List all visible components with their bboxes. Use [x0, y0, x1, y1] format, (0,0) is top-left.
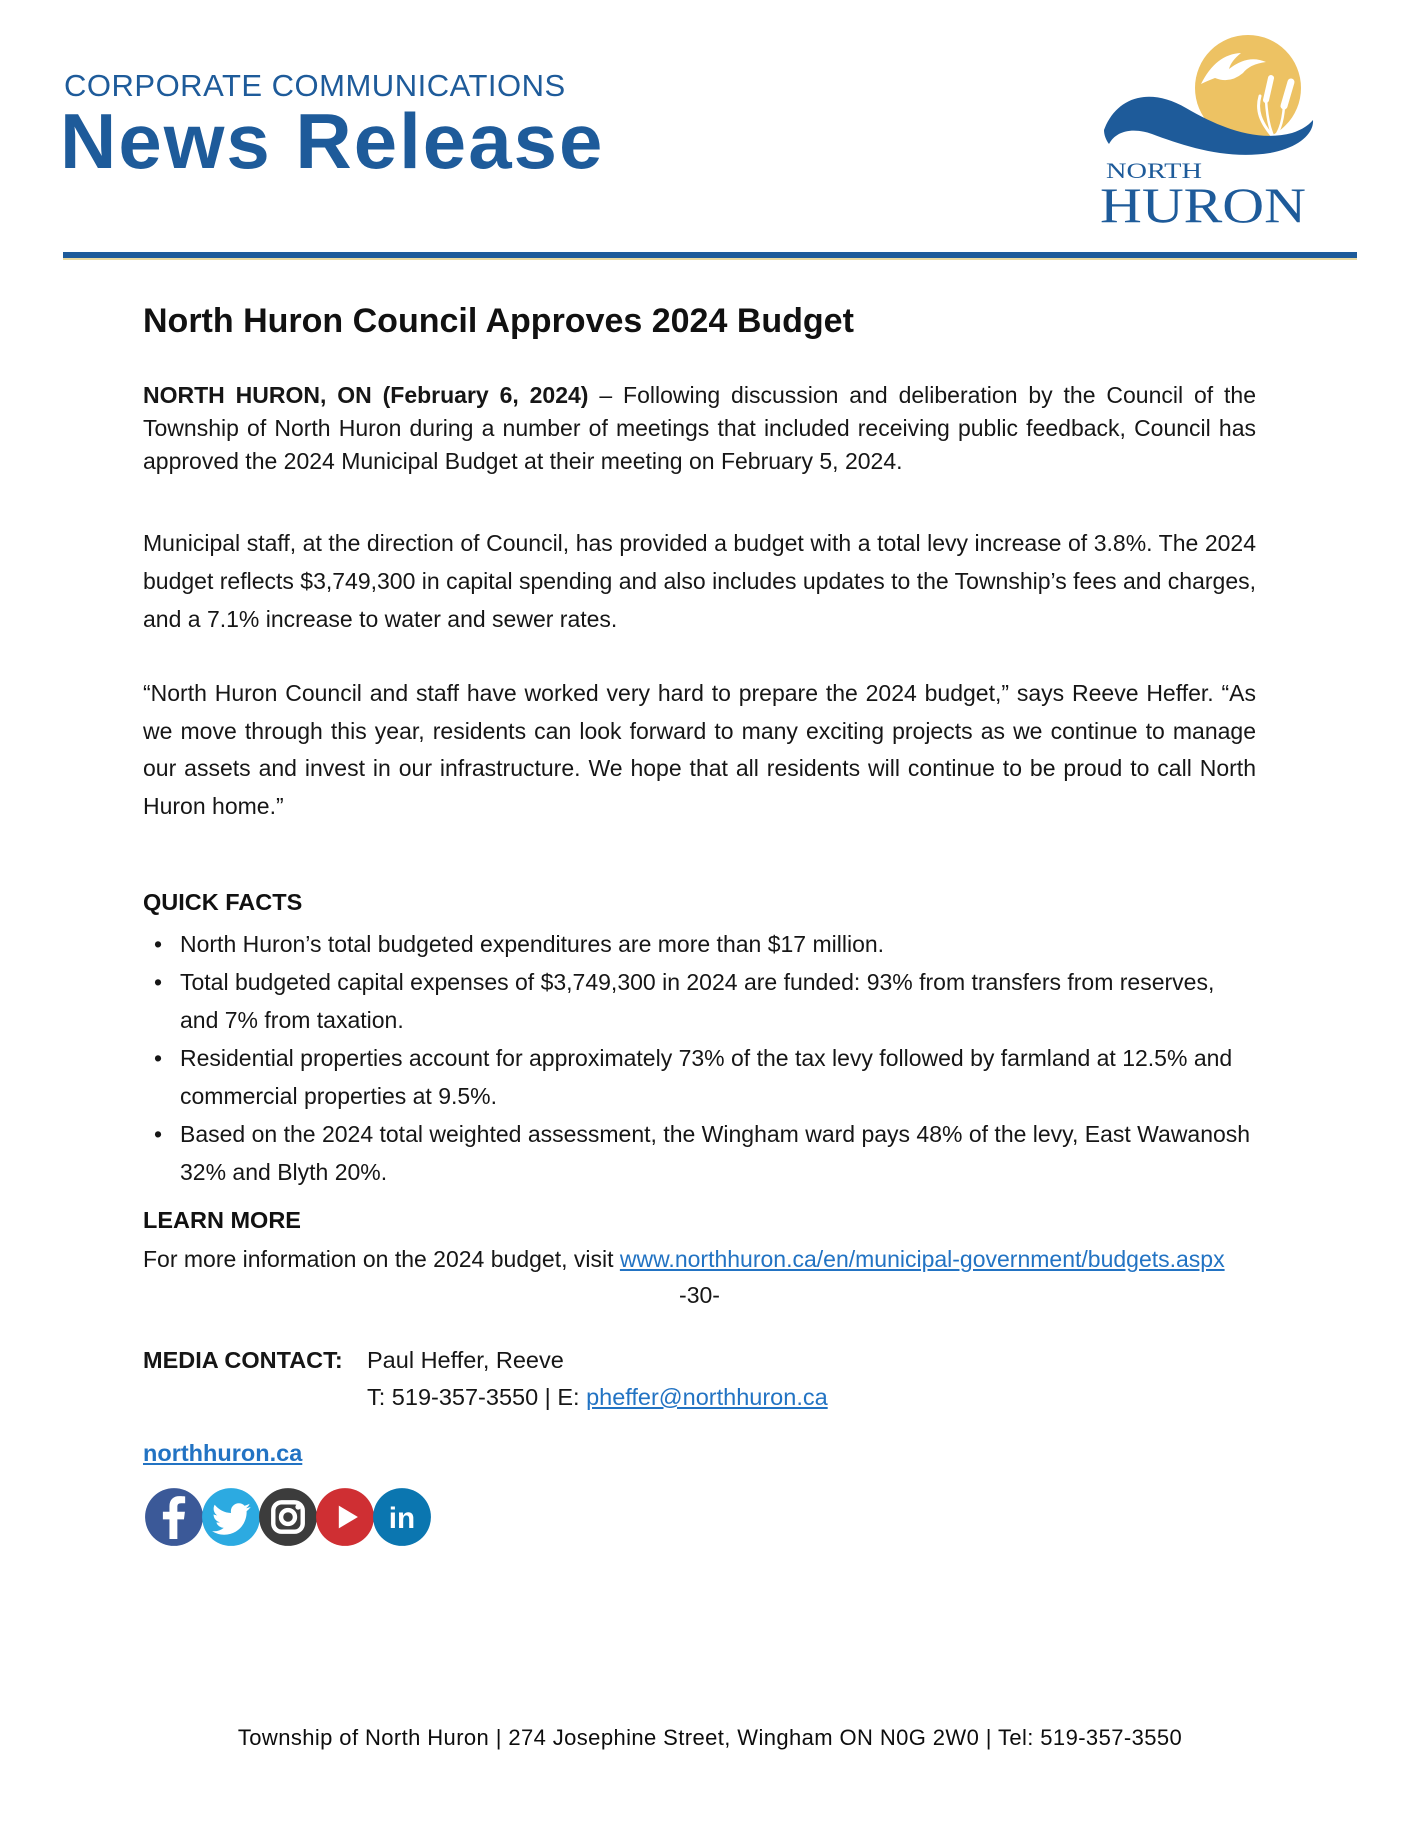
list-item: • Based on the 2024 total weighted assessment, the Wingham ward pays 48% of the levy, East Wawanosh 32% and Blyth 20%. — [180, 1115, 1256, 1191]
learn-more-paragraph — [143, 1240, 1256, 1278]
department-label: CORPORATE COMMUNICATIONS — [64, 68, 566, 103]
footer-address: Township of North Huron | 274 Josephine Street, Wingham ON N0G 2W0 | Tel: 519-357-3550 — [237, 1725, 1183, 1750]
contact-phone-email — [367, 1379, 828, 1416]
quick-facts-list — [143, 925, 1256, 1191]
learn-more-intro: For more information on the 2024 budget, visit — [143, 1246, 620, 1272]
facebook-icon[interactable] — [143, 1486, 205, 1548]
dateline-body: – Following discussion and deliberation by the Council of the Township of North Huron during a number of meetings that included receiving public feedback, Council has approved the 2024 Municipal Budget at their meeting on February 5, 2024. — [143, 382, 1256, 474]
paragraph-quote: “North Huron Council and staff have worked very hard to prepare the 2024 budget,” says Reeve Heffer. “As we move through this year, residents can look forward to many exciting projects as we continue to manage our assets and invest in our infrastructure. We hope that all residents will continue to be proud to call North Huron home.” — [143, 680, 1256, 819]
north-huron-logo — [1098, 26, 1338, 231]
svg-text:in: in — [388, 1502, 416, 1536]
website-link[interactable]: northhuron.ca — [143, 1440, 303, 1466]
instagram-icon[interactable] — [257, 1486, 319, 1548]
social-icons-row — [143, 1486, 1256, 1548]
learn-more-heading: LEARN MORE — [143, 1207, 301, 1233]
header-divider — [63, 252, 1357, 260]
list-item: • North Huron’s total budgeted expenditures are more than $17 million. — [180, 925, 1256, 963]
sign-off: -30- — [679, 1282, 720, 1308]
quick-facts-heading: QUICK FACTS — [143, 889, 303, 915]
media-contact — [143, 1342, 1256, 1416]
article — [143, 289, 1256, 1548]
article-title: North Huron Council Approves 2024 Budget — [143, 302, 854, 340]
logo-word-huron: HURON — [1100, 177, 1306, 231]
youtube-icon[interactable] — [314, 1486, 376, 1548]
website-link-row — [143, 1438, 1256, 1468]
twitter-icon[interactable] — [200, 1486, 262, 1548]
contact-name: Paul Heffer, Reeve — [367, 1347, 564, 1373]
linkedin-icon[interactable] — [371, 1486, 433, 1548]
paragraph-budget: Municipal staff, at the direction of Council, has provided a budget with a total levy increase of 3.8%. The 2024 budget reflects $3,749,300 in capital spending and also includes updates to the Township’s fees and charges, and a 7.1% increase to water and sewer rates. — [143, 530, 1256, 632]
contact-email-link[interactable]: pheffer@northhuron.ca — [586, 1384, 828, 1410]
contact-phone: T: 519-357-3550 | E: — [367, 1384, 587, 1410]
logo-word-north: NORTH — [1106, 158, 1203, 183]
list-item: • Residential properties account for approximately 73% of the tax levy followed by farmland at 12.5% and commercial properties at 9.5%. — [180, 1039, 1256, 1115]
paragraph-dateline — [143, 379, 1256, 478]
list-item: • Total budgeted capital expenses of $3,749,300 in 2024 are funded: 93% from transfers from reserves, and 7% from taxation. — [180, 963, 1256, 1039]
media-contact-details — [367, 1342, 828, 1416]
dateline-lead: NORTH HURON, ON (February 6, 2024) — [143, 382, 589, 408]
budget-page-link[interactable]: www.northhuron.ca/en/municipal-government/budgets.aspx — [619, 1246, 1225, 1272]
page-title: News Release — [60, 97, 605, 185]
media-contact-label: MEDIA CONTACT: — [143, 1347, 343, 1373]
